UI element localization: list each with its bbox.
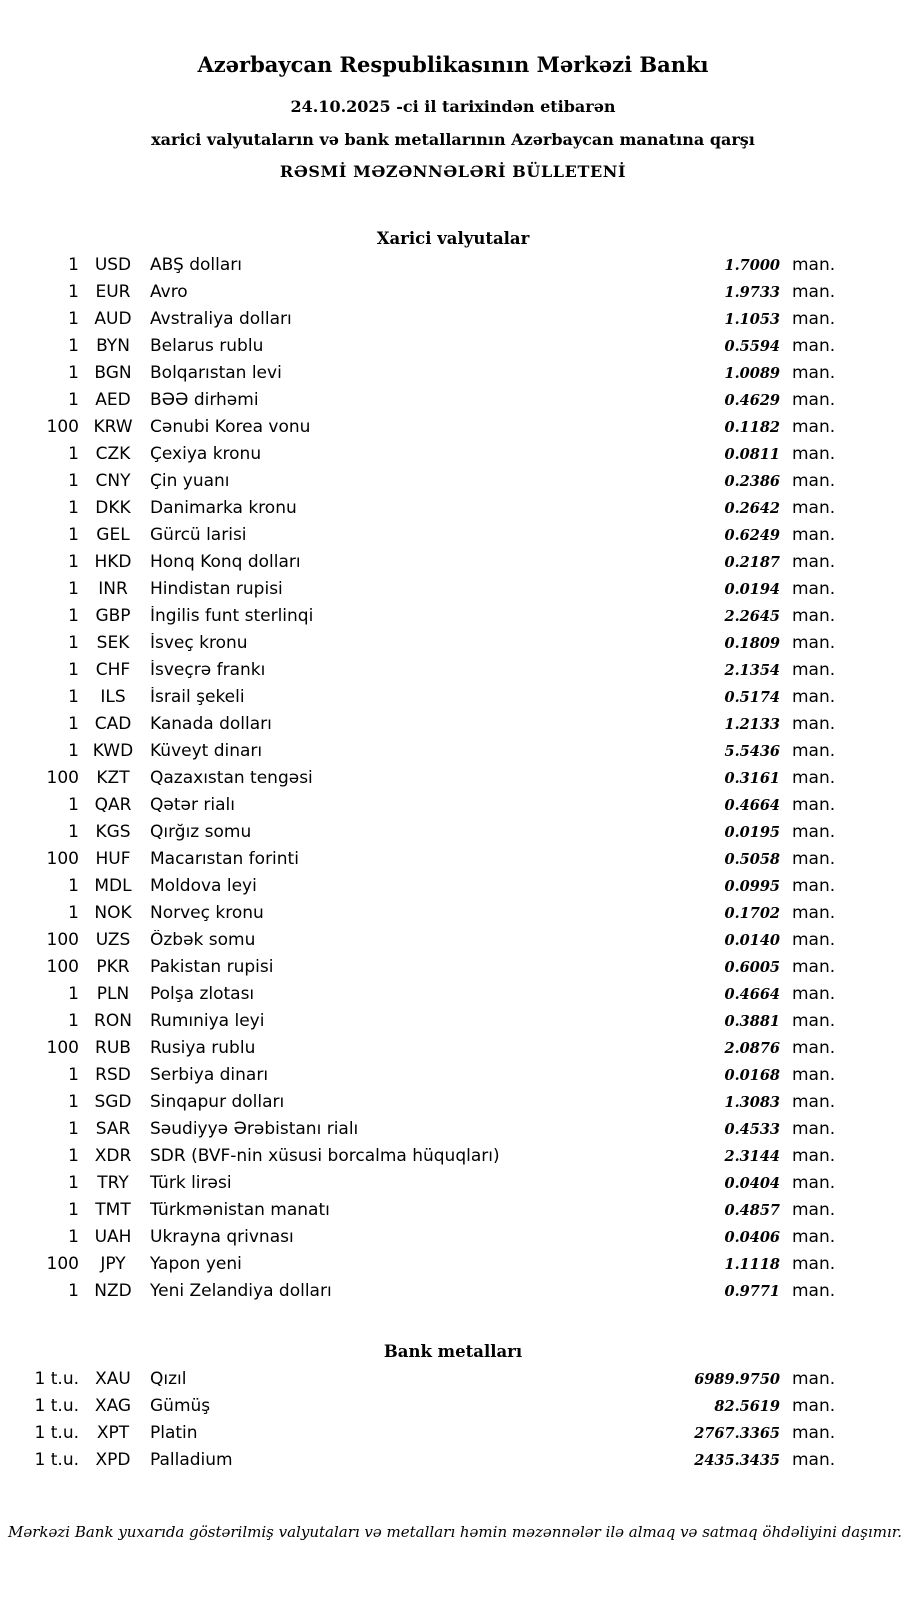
rate-value: 1.0089 <box>724 365 780 382</box>
rate-row <box>0 1423 844 1450</box>
rate-row <box>0 255 844 282</box>
currency-code: RUB <box>95 1038 131 1058</box>
row-quantity: 1 <box>68 876 79 896</box>
rate-row <box>0 930 844 957</box>
rate-row <box>0 390 844 417</box>
rate-unit: man. <box>792 1119 836 1139</box>
currency-code: AED <box>95 390 131 410</box>
currency-code: RON <box>94 1011 132 1031</box>
rate-row <box>0 1450 844 1477</box>
row-quantity: 1 <box>68 687 79 707</box>
currency-name: İsrail şekeli <box>150 687 245 707</box>
rate-value: 2767.3365 <box>694 1425 780 1442</box>
rate-value: 5.5436 <box>724 743 780 760</box>
currency-code: XPD <box>95 1450 131 1470</box>
rate-unit: man. <box>792 363 836 383</box>
row-quantity: 1 <box>68 795 79 815</box>
rate-value: 1.3083 <box>724 1094 780 1111</box>
row-quantity: 1 <box>68 1173 79 1193</box>
row-quantity: 1 <box>68 1200 79 1220</box>
rate-row <box>0 633 844 660</box>
rate-value: 0.4664 <box>724 797 780 814</box>
rate-value: 1.1118 <box>724 1256 780 1273</box>
currency-code: GEL <box>96 525 130 545</box>
rate-row <box>0 579 844 606</box>
row-quantity: 100 <box>46 1254 79 1274</box>
rate-row <box>0 525 844 552</box>
rate-row <box>0 1396 844 1423</box>
rate-value: 0.4664 <box>724 986 780 1003</box>
currency-code: SEK <box>96 633 130 653</box>
currency-name: Rusiya rublu <box>150 1038 256 1058</box>
currency-code: XDR <box>94 1146 132 1166</box>
currency-code: QAR <box>94 795 132 815</box>
row-quantity: 1 t.u. <box>34 1450 79 1470</box>
currency-name: Cənubi Korea vonu <box>150 417 311 437</box>
row-quantity: 1 <box>68 1119 79 1139</box>
bank-title: Azərbaycan Respublikasının Mərkəzi Bankı <box>197 52 709 77</box>
currency-code: UAH <box>94 1227 132 1247</box>
rate-unit: man. <box>792 498 836 518</box>
rate-row <box>0 282 844 309</box>
currency-code: KZT <box>96 768 130 788</box>
rate-row <box>0 741 844 768</box>
rate-row <box>0 471 844 498</box>
row-quantity: 1 <box>68 471 79 491</box>
bulletin-subtitle: xarici valyutaların və bank metallarının Azərbaycan manatına qarşı <box>151 130 755 149</box>
rate-value: 1.2133 <box>724 716 780 733</box>
currency-code: PLN <box>96 984 130 1004</box>
rate-row <box>0 1119 844 1146</box>
rate-unit: man. <box>792 1038 836 1058</box>
rate-value: 0.0194 <box>724 581 780 598</box>
rate-unit: man. <box>792 1254 836 1274</box>
rate-value: 2.3144 <box>724 1148 780 1165</box>
rate-unit: man. <box>792 1092 836 1112</box>
currency-code: GBP <box>95 606 131 626</box>
rate-value: 0.0168 <box>724 1067 780 1084</box>
rate-value: 1.7000 <box>724 257 780 274</box>
rate-unit: man. <box>792 957 836 977</box>
currency-code: NOK <box>94 903 132 923</box>
rate-value: 0.5174 <box>724 689 780 706</box>
rate-row <box>0 1369 844 1396</box>
row-quantity: 1 <box>68 444 79 464</box>
currency-name: Platin <box>150 1423 198 1443</box>
currency-name: Qazaxıstan tengəsi <box>150 768 313 788</box>
rate-row <box>0 957 844 984</box>
rate-value: 0.1702 <box>724 905 780 922</box>
row-quantity: 1 <box>68 1092 79 1112</box>
row-quantity: 1 <box>68 309 79 329</box>
rate-row <box>0 417 844 444</box>
rate-value: 0.4629 <box>724 392 780 409</box>
currency-code: CZK <box>95 444 131 464</box>
row-quantity: 100 <box>46 849 79 869</box>
rate-row <box>0 876 844 903</box>
currency-name: Polşa zlotası <box>150 984 255 1004</box>
currency-name: Küveyt dinarı <box>150 741 263 761</box>
currency-code: NZD <box>94 1281 132 1301</box>
row-quantity: 1 <box>68 525 79 545</box>
currency-code: DKK <box>95 498 131 518</box>
currency-code: SGD <box>94 1092 132 1112</box>
currency-code: CAD <box>94 714 132 734</box>
rate-unit: man. <box>792 714 836 734</box>
rate-unit: man. <box>792 552 836 572</box>
rate-unit: man. <box>792 606 836 626</box>
row-quantity: 1 <box>68 741 79 761</box>
currency-code: KGS <box>95 822 131 842</box>
metal-rates-table <box>0 1369 906 1477</box>
currency-name: SDR (BVF-nin xüsusi borcalma hüquqları) <box>150 1146 500 1166</box>
currency-name: Moldova leyi <box>150 876 257 896</box>
currency-code: PKR <box>96 957 130 977</box>
row-quantity: 100 <box>46 417 79 437</box>
metals-section-heading: Bank metalları <box>383 1342 523 1361</box>
row-quantity: 1 <box>68 633 79 653</box>
rate-row <box>0 552 844 579</box>
currency-code: ILS <box>100 687 126 707</box>
currency-name: Macarıstan forinti <box>150 849 299 869</box>
rate-value: 2.1354 <box>724 662 780 679</box>
currency-code: XAG <box>94 1396 132 1416</box>
rate-value: 0.3881 <box>724 1013 780 1030</box>
rate-row <box>0 984 844 1011</box>
rate-unit: man. <box>792 579 836 599</box>
currency-name: Yeni Zelandiya dolları <box>150 1281 332 1301</box>
rate-unit: man. <box>792 768 836 788</box>
rate-unit: man. <box>792 1369 836 1389</box>
rate-unit: man. <box>792 336 836 356</box>
currency-name: İsveç kronu <box>150 633 248 653</box>
currency-name: Türk lirəsi <box>150 1173 232 1193</box>
row-quantity: 1 <box>68 1227 79 1247</box>
currencies-section-heading: Xarici valyutalar <box>376 229 530 248</box>
currency-code: CNY <box>95 471 131 491</box>
currency-name: Pakistan rupisi <box>150 957 274 977</box>
currency-name: Qızıl <box>150 1369 187 1389</box>
rate-value: 0.0995 <box>724 878 780 895</box>
rate-row <box>0 903 844 930</box>
currency-name: Qırğız somu <box>150 822 252 842</box>
rate-value: 0.9771 <box>724 1283 780 1300</box>
rate-unit: man. <box>792 255 836 275</box>
rate-row <box>0 498 844 525</box>
row-quantity: 1 <box>68 1281 79 1301</box>
rate-unit: man. <box>792 444 836 464</box>
row-quantity: 1 <box>68 1146 79 1166</box>
currency-name: Avstraliya dolları <box>150 309 292 329</box>
rate-row <box>0 1281 844 1308</box>
rate-unit: man. <box>792 795 836 815</box>
rate-row <box>0 1065 844 1092</box>
currency-name: Danimarka kronu <box>150 498 297 518</box>
rate-unit: man. <box>792 633 836 653</box>
rate-row <box>0 687 844 714</box>
rate-row <box>0 444 844 471</box>
currency-name: Çin yuanı <box>150 471 230 491</box>
currency-code: KWD <box>92 741 134 761</box>
rate-value: 0.6005 <box>724 959 780 976</box>
row-quantity: 1 <box>68 363 79 383</box>
currency-name: Hindistan rupisi <box>150 579 283 599</box>
row-quantity: 1 <box>68 660 79 680</box>
currency-code: HUF <box>95 849 131 869</box>
rate-unit: man. <box>792 309 836 329</box>
rate-value: 0.1182 <box>724 419 780 436</box>
rate-value: 0.4857 <box>724 1202 780 1219</box>
rate-unit: man. <box>792 903 836 923</box>
row-quantity: 1 <box>68 390 79 410</box>
rate-row <box>0 1011 844 1038</box>
rate-unit: man. <box>792 1450 836 1470</box>
row-quantity: 1 t.u. <box>34 1396 79 1416</box>
currency-name: Özbək somu <box>150 930 256 950</box>
row-quantity: 1 <box>68 822 79 842</box>
rate-unit: man. <box>792 687 836 707</box>
rate-value: 0.4533 <box>724 1121 780 1138</box>
rate-value: 0.0195 <box>724 824 780 841</box>
currency-name: Norveç kronu <box>150 903 264 923</box>
currency-name: Çexiya kronu <box>150 444 262 464</box>
row-quantity: 100 <box>46 1038 79 1058</box>
currency-code: SAR <box>95 1119 131 1139</box>
rate-value: 0.3161 <box>724 770 780 787</box>
currency-name: Ukrayna qrivnası <box>150 1227 294 1247</box>
rate-unit: man. <box>792 1146 836 1166</box>
rate-row <box>0 1146 844 1173</box>
rate-value: 82.5619 <box>714 1398 780 1415</box>
currency-name: Belarus rublu <box>150 336 264 356</box>
row-quantity: 1 <box>68 498 79 518</box>
currency-code: BYN <box>96 336 130 356</box>
row-quantity: 1 <box>68 984 79 1004</box>
currency-code: AUD <box>94 309 132 329</box>
row-quantity: 1 t.u. <box>34 1423 79 1443</box>
currency-code: KRW <box>93 417 133 437</box>
rate-row <box>0 795 844 822</box>
currency-code: BGN <box>94 363 132 383</box>
row-quantity: 1 t.u. <box>34 1369 79 1389</box>
rate-unit: man. <box>792 390 836 410</box>
rate-value: 0.0811 <box>724 446 780 463</box>
currency-code: INR <box>98 579 128 599</box>
currency-name: Palladium <box>150 1450 233 1470</box>
row-quantity: 100 <box>46 768 79 788</box>
rate-row <box>0 606 844 633</box>
rate-unit: man. <box>792 417 836 437</box>
rate-row <box>0 336 844 363</box>
rate-value: 0.6249 <box>724 527 780 544</box>
rate-row <box>0 1200 844 1227</box>
disclaimer-text: Mərkəzi Bank yuxarıda göstərilmiş valyutaları və metalları həmin məzənnələr ilə almaq və satmaq öhdəliyini daşımır. <box>8 1523 903 1541</box>
rate-value: 1.1053 <box>724 311 780 328</box>
row-quantity: 1 <box>68 1065 79 1085</box>
rate-value: 0.5594 <box>724 338 780 355</box>
currency-code: TRY <box>97 1173 129 1193</box>
currency-name: Avro <box>150 282 188 302</box>
currency-name: ABŞ dolları <box>150 255 242 275</box>
currency-name: Rumıniya leyi <box>150 1011 265 1031</box>
bulletin-header <box>0 52 906 181</box>
currency-name: Qətər rialı <box>150 795 235 815</box>
rate-unit: man. <box>792 1065 836 1085</box>
currency-name: İsveçrə frankı <box>150 660 266 680</box>
currency-name: Yapon yeni <box>150 1254 242 1274</box>
rate-unit: man. <box>792 1011 836 1031</box>
currency-name: Serbiya dinarı <box>150 1065 269 1085</box>
row-quantity: 1 <box>68 282 79 302</box>
currency-code: UZS <box>95 930 131 950</box>
rate-row <box>0 822 844 849</box>
currency-name: Türkmənistan manatı <box>150 1200 330 1220</box>
rate-row <box>0 1254 844 1281</box>
rate-row <box>0 1227 844 1254</box>
rate-unit: man. <box>792 525 836 545</box>
rate-value: 0.2386 <box>724 473 780 490</box>
rate-unit: man. <box>792 1423 836 1443</box>
currency-name: Səudiyyə Ərəbistanı rialı <box>150 1119 359 1139</box>
currency-name: Sinqapur dolları <box>150 1092 285 1112</box>
row-quantity: 1 <box>68 336 79 356</box>
rate-value: 0.0404 <box>724 1175 780 1192</box>
rate-value: 0.2642 <box>724 500 780 517</box>
currency-name: İngilis funt sterlinqi <box>150 606 314 626</box>
rate-value: 0.0406 <box>724 1229 780 1246</box>
rate-unit: man. <box>792 1200 836 1220</box>
rate-unit: man. <box>792 282 836 302</box>
currency-rates-table <box>0 255 906 1308</box>
currency-code: EUR <box>95 282 131 302</box>
row-quantity: 100 <box>46 930 79 950</box>
row-quantity: 1 <box>68 255 79 275</box>
rate-unit: man. <box>792 741 836 761</box>
currency-code: RSD <box>95 1065 131 1085</box>
rate-row <box>0 660 844 687</box>
rate-row <box>0 1038 844 1065</box>
rate-unit: man. <box>792 930 836 950</box>
rate-row <box>0 309 844 336</box>
rate-row <box>0 849 844 876</box>
effective-date: 24.10.2025 -ci il tarixindən etibarən <box>290 97 616 116</box>
row-quantity: 100 <box>46 957 79 977</box>
rate-unit: man. <box>792 660 836 680</box>
currency-name: Gümüş <box>150 1396 211 1416</box>
rate-row <box>0 714 844 741</box>
currency-code: CHF <box>95 660 131 680</box>
rate-unit: man. <box>792 822 836 842</box>
rate-value: 2.2645 <box>724 608 780 625</box>
bulletin-title: RƏSMİ MƏZƏNNƏLƏRİ BÜLLETENİ <box>279 162 627 181</box>
rate-value: 0.5058 <box>724 851 780 868</box>
row-quantity: 1 <box>68 552 79 572</box>
rate-unit: man. <box>792 1227 836 1247</box>
rate-unit: man. <box>792 1173 836 1193</box>
rate-unit: man. <box>792 984 836 1004</box>
rate-row <box>0 768 844 795</box>
rate-unit: man. <box>792 1281 836 1301</box>
rate-value: 2435.3435 <box>694 1452 780 1469</box>
currency-code: JPY <box>100 1254 126 1274</box>
currency-code: TMT <box>95 1200 131 1220</box>
currency-name: Gürcü larisi <box>150 525 247 545</box>
currency-name: Honq Konq dolları <box>150 552 301 572</box>
rate-row <box>0 1173 844 1200</box>
rate-value: 0.1809 <box>724 635 780 652</box>
currency-code: HKD <box>94 552 132 572</box>
currency-name: Kanada dolları <box>150 714 272 734</box>
currency-name: Bolqarıstan levi <box>150 363 282 383</box>
row-quantity: 1 <box>68 903 79 923</box>
row-quantity: 1 <box>68 714 79 734</box>
rate-unit: man. <box>792 849 836 869</box>
rate-value: 6989.9750 <box>694 1371 780 1388</box>
currency-name: BƏƏ dirhəmi <box>150 390 259 410</box>
currency-code: MDL <box>94 876 132 896</box>
rate-value: 2.0876 <box>724 1040 780 1057</box>
rate-unit: man. <box>792 471 836 491</box>
row-quantity: 1 <box>68 1011 79 1031</box>
currency-code: XPT <box>96 1423 130 1443</box>
currency-code: XAU <box>95 1369 131 1389</box>
currency-code: USD <box>94 255 132 275</box>
rate-value: 0.2187 <box>724 554 780 571</box>
row-quantity: 1 <box>68 606 79 626</box>
rate-value: 0.0140 <box>724 932 780 949</box>
rate-row <box>0 1092 844 1119</box>
rate-row <box>0 363 844 390</box>
rate-unit: man. <box>792 1396 836 1416</box>
row-quantity: 1 <box>68 579 79 599</box>
rate-value: 1.9733 <box>724 284 780 301</box>
rate-unit: man. <box>792 876 836 896</box>
